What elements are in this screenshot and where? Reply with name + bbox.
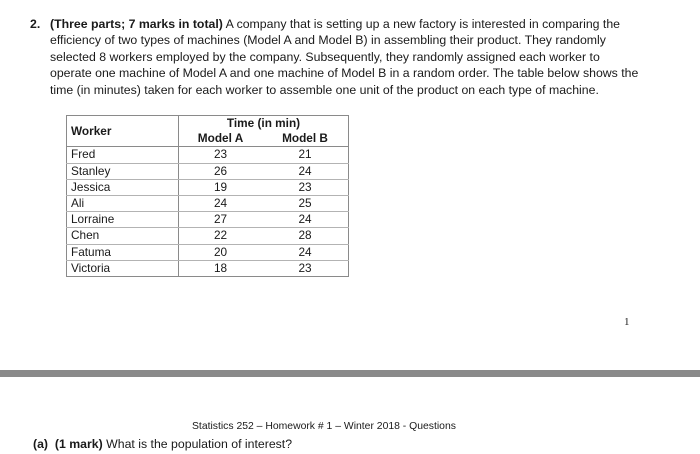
question-line: time (in minutes) taken for each worker to assemble one unit of the product on each type of machine. (50, 82, 599, 97)
question-lead: (Three parts; 7 marks in total) (50, 17, 223, 31)
table-row (67, 212, 349, 228)
question-line: selected 8 workers employed by the company. Subsequently, they randomly assigned each worker to (50, 49, 600, 64)
table-row (67, 179, 349, 195)
question-text (50, 16, 643, 98)
model-a-cell: 18 (179, 260, 263, 276)
model-b-cell: 28 (262, 228, 349, 244)
page-number: 1 (624, 316, 630, 328)
model-a-cell: 23 (179, 147, 263, 163)
worker-cell: Chen (67, 228, 179, 244)
model-b-cell: 23 (262, 179, 349, 195)
part-a-text: What is the population of interest? (102, 437, 293, 451)
model-a-cell: 27 (179, 212, 263, 228)
worker-cell: Stanley (67, 163, 179, 179)
worker-cell: Fred (67, 147, 179, 163)
page-separator (0, 370, 700, 377)
table-row (67, 196, 349, 212)
model-a-cell: 20 (179, 244, 263, 260)
model-b-cell: 25 (262, 196, 349, 212)
worker-column-header: Worker (67, 116, 179, 147)
part-a-question (33, 437, 292, 451)
model-b-cell: 24 (262, 212, 349, 228)
worker-cell: Victoria (67, 260, 179, 276)
model-b-cell: 24 (262, 244, 349, 260)
question-2 (30, 16, 643, 98)
time-table (66, 115, 349, 277)
question-line: operate one machine of Model A and one machine of Model B in a random order. The table below shows the (50, 66, 639, 81)
table-row (67, 244, 349, 260)
model-a-header: Model A (179, 131, 263, 147)
table-row (67, 228, 349, 244)
model-a-cell: 24 (179, 196, 263, 212)
worker-cell: Lorraine (67, 212, 179, 228)
model-a-cell: 22 (179, 228, 263, 244)
part-a-label: (a) (33, 437, 49, 451)
question-line: A company that is setting up a new factory is interested in comparing the (222, 17, 621, 31)
table-row (67, 147, 349, 163)
question-number: 2. (30, 17, 41, 31)
model-a-cell: 19 (179, 179, 263, 195)
question-line: efficiency of two types of machines (Model A and Model B) in assembling their product. They randomly (50, 33, 606, 48)
time-column-header: Time (in min) (179, 116, 349, 132)
page-footer: Statistics 252 – Homework # 1 – Winter 2018 - Questions (192, 421, 456, 432)
model-b-cell: 23 (262, 260, 349, 276)
table-row (67, 163, 349, 179)
table-row (67, 260, 349, 276)
part-a-marks: (1 mark) (54, 437, 103, 451)
model-b-header: Model B (262, 131, 349, 147)
model-b-cell: 24 (262, 163, 349, 179)
model-a-cell: 26 (179, 163, 263, 179)
worker-cell: Ali (67, 196, 179, 212)
model-b-cell: 21 (262, 147, 349, 163)
worker-cell: Fatuma (67, 244, 179, 260)
worker-cell: Jessica (67, 179, 179, 195)
